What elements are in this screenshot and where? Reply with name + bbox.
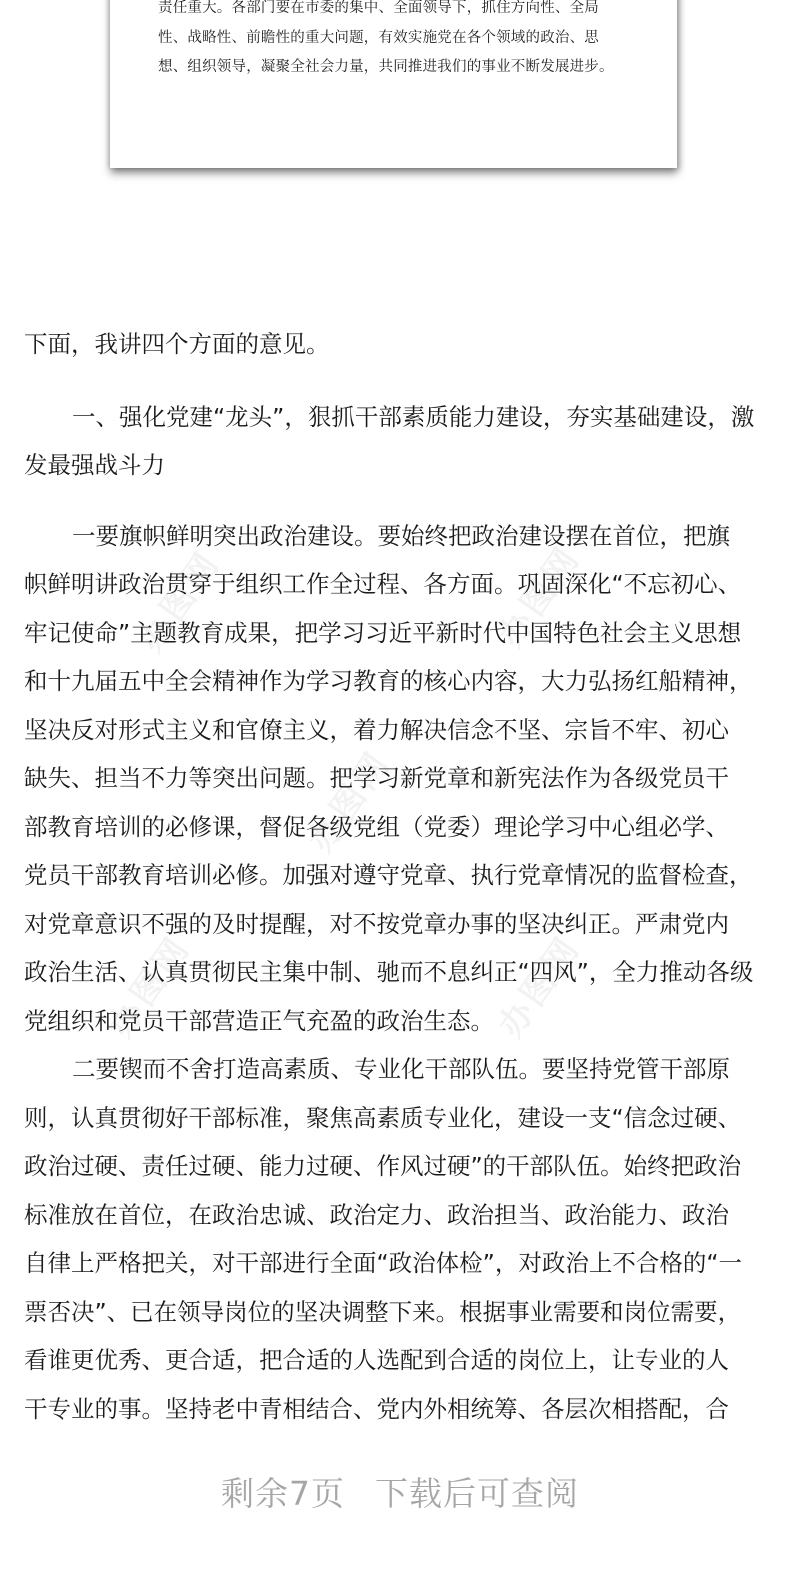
- paragraph-line: 对党章意识不强的及时提醒，对不按党章办事的坚决纠正。严肃党内: [24, 909, 729, 938]
- paragraph-line: 坚决反对形式主义和官僚主义，着力解决信念不坚、宗旨不牢、初心: [24, 715, 729, 744]
- download-to-read-more-banner[interactable]: [0, 1468, 800, 1515]
- intro-line: 下面，我讲四个方面的意见。: [24, 330, 330, 358]
- paragraph-line: 缺失、担当不力等突出问题。把学习新党章和新宪法作为各级党员干: [24, 764, 729, 792]
- paragraph-line: 党组织和党员干部营造正气充盈的政治生态。: [24, 1006, 494, 1035]
- previous-page-card: [110, 0, 677, 168]
- watermark: 办图网: [490, 928, 589, 1045]
- paragraph-line: 干专业的事。坚持老中青相结合、党内外相统筹、各层次相搭配，合: [24, 1394, 729, 1423]
- watermark: 办图网: [130, 543, 229, 660]
- card-line: 想、组织领导，凝聚全社会力量，共同推进我们的事业不断发展进步。: [158, 59, 614, 75]
- paragraph-political-building: [24, 512, 774, 1046]
- paragraph-line: 标准放在首位，在政治忠诚、政治定力、政治担当、政治能力、政治: [24, 1200, 729, 1229]
- paragraph-line: 二要锲而不舍打造高素质、专业化干部队伍。要坚持党管干部原: [72, 1055, 730, 1083]
- previous-page-text: [158, 0, 638, 83]
- watermark: 办图网: [300, 743, 399, 860]
- paragraph-line: 看谁更优秀、更合适，把合适的人选配到合适的岗位上，让专业的人: [24, 1346, 729, 1374]
- section-heading: 发最强战斗力: [24, 451, 165, 479]
- paragraph-line: 票否决”、已在领导岗位的坚决调整下来。根据事业需要和岗位需要，: [24, 1297, 742, 1326]
- watermark: 办图网: [100, 928, 199, 1045]
- pages-remaining-label: 剩余7页: [221, 1474, 345, 1513]
- paragraph-line: 自律上严格把关，对干部进行全面“政治体检”，对政治上不合格的“一: [24, 1249, 743, 1277]
- download-to-view-label[interactable]: 下载后可查阅: [375, 1474, 579, 1513]
- section-heading: 一、强化党建“龙头”，狠抓干部素质能力建设，夯实基础建设，激: [72, 402, 755, 431]
- paragraph-line: 政治生活、认真贯彻民主集中制、驰而不息纠正“四风”，全力推动各级: [24, 958, 754, 986]
- paragraph-cadre-team: [24, 1045, 774, 1433]
- paragraph-line: 政治过硬、责任过硬、能力过硬、作风过硬”的干部队伍。始终把政治: [24, 1152, 742, 1180]
- watermark: 办图网: [490, 538, 589, 655]
- paragraph-line: 和十九届五中全会精神作为学习教育的核心内容，大力弘扬红船精神，: [24, 667, 753, 695]
- paragraph-line: 牢记使命”主题教育成果，把学习习近平新时代中国特色社会主义思想: [24, 618, 742, 647]
- paragraph-line: 一要旗帜鲜明突出政治建设。要始终把政治建设摆在首位，把旗: [72, 521, 730, 550]
- paragraph-line: 帜鲜明讲政治贯穿于组织工作全过程、各方面。巩固深化“不忘初心、: [24, 570, 742, 598]
- document-body: [24, 320, 774, 1433]
- card-line: 责任重大。各部门要在市委的集中、全面领导下，抓住方向性、全局: [158, 0, 599, 16]
- paragraph-line: 则，认真贯彻好干部标准，聚焦高素质专业化，建设一支“信念过硬、: [24, 1103, 742, 1132]
- paragraph-line: 党员干部教育培训必修。加强对遵守党章、执行党章情况的监督检查，: [24, 861, 753, 889]
- card-line: 性、战略性、前瞻性的重大问题，有效实施党在各个领域的政治、思: [158, 29, 599, 46]
- paragraph-line: 部教育培训的必修课，督促各级党组（党委）理论学习中心组必学、: [24, 812, 729, 841]
